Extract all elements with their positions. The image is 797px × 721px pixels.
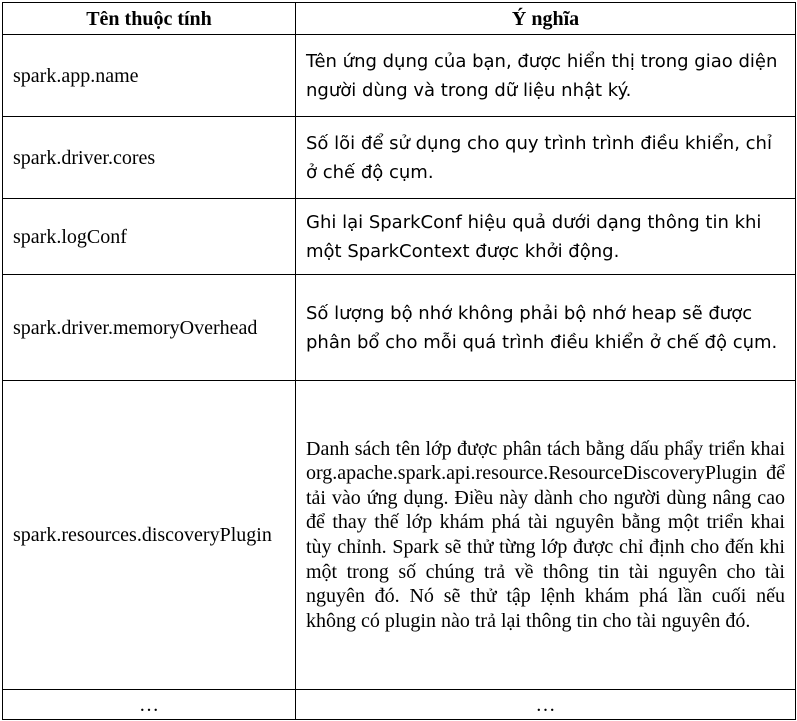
table-row <box>3 117 796 199</box>
header-property-name: Tên thuộc tính <box>3 3 296 35</box>
property-meaning-cell: Tên ứng dụng của bạn, được hiển thị trong giao diện người dùng và trong dữ liệu nhật ký. <box>296 35 796 117</box>
property-name-cell: spark.resources.discoveryPlugin <box>3 381 296 690</box>
table-row <box>3 35 796 117</box>
property-name-cell: spark.driver.cores <box>3 117 296 199</box>
header-meaning: Ý nghĩa <box>296 3 796 35</box>
properties-table <box>2 2 796 720</box>
property-meaning-cell: Số lượng bộ nhớ không phải bộ nhớ heap sẽ được phân bổ cho mỗi quá trình điều khiển ở chế độ cụm. <box>296 275 796 381</box>
continuation-name-cell: … <box>3 690 296 720</box>
property-name-cell: spark.logConf <box>3 199 296 275</box>
table-row <box>3 381 796 690</box>
property-meaning-cell: Ghi lại SparkConf hiệu quả dưới dạng thông tin khi một SparkContext được khởi động. <box>296 199 796 275</box>
table-row <box>3 275 796 381</box>
property-meaning-cell: Danh sách tên lớp được phân tách bằng dấu phẩy triển khai org.apache.spark.api.resource.ResourceDiscoveryPlugin để tải vào ứng dụng. Điều này dành cho người dùng nâng cao để thay thế lớp khám phá tài nguyên bằng một triển khai tùy chỉnh. Spark sẽ thử từng lớp được chỉ định cho đến khi một trong số chúng trả về thông tin tài nguyên cho tài nguyên đó. Nó sẽ thử tập lệnh khám phá lần cuối nếu không có plugin nào trả lại thông tin cho tài nguyên đó. <box>296 381 796 690</box>
table-row <box>3 199 796 275</box>
property-meaning-cell: Số lõi để sử dụng cho quy trình trình điều khiển, chỉ ở chế độ cụm. <box>296 117 796 199</box>
header-row <box>3 3 796 35</box>
continuation-row <box>3 690 796 720</box>
property-name-cell: spark.app.name <box>3 35 296 117</box>
property-name-cell: spark.driver.memoryOverhead <box>3 275 296 381</box>
continuation-meaning-cell: … <box>296 690 796 720</box>
